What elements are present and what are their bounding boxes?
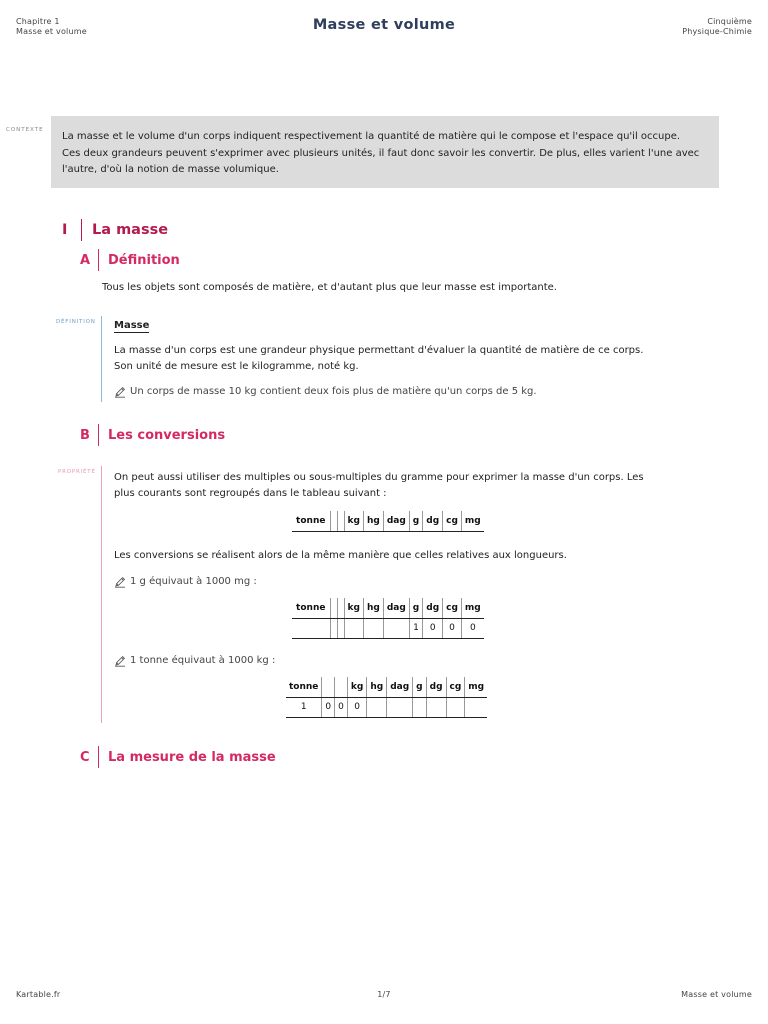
pencil-icon — [114, 386, 126, 398]
footer-doc-title: Masse et volume — [681, 990, 752, 999]
unit-value-cell — [292, 618, 330, 638]
unit-value-cell — [446, 697, 465, 717]
subject-name: Physique-Chimie — [682, 27, 752, 36]
units-table — [292, 511, 484, 532]
units-header-row — [292, 511, 484, 531]
unit-header: hg — [363, 598, 383, 618]
section-divider — [81, 219, 82, 241]
example-text: Un corps de masse 10 kg contient deux fois plus de matière qu'un corps de 5 kg. — [130, 386, 537, 397]
unit-value-cell — [387, 697, 413, 717]
unit-value-cell — [426, 697, 446, 717]
units-header-row — [292, 598, 484, 618]
chapter-number: Chapitre 1 — [16, 17, 60, 26]
unit-header — [330, 511, 337, 531]
unit-value-cell: 1 — [286, 697, 322, 717]
subsection-title: Les conversions — [108, 427, 226, 443]
values-row — [286, 697, 487, 717]
unit-header: kg — [344, 598, 363, 618]
unit-header: dag — [387, 677, 413, 697]
unit-header: dg — [426, 677, 446, 697]
unit-value-cell: 0 — [423, 618, 443, 638]
conversion-table-tonne-kg — [286, 677, 487, 718]
chapter-name: Masse et volume — [16, 27, 87, 36]
section-heading-1 — [62, 218, 168, 242]
definition-title: Masse — [114, 320, 150, 331]
unit-header: g — [409, 511, 422, 531]
unit-value-cell: 0 — [443, 618, 462, 638]
property-label: PROPRIÉTÉ — [58, 469, 96, 475]
definition-text — [114, 343, 643, 375]
property-border — [101, 466, 102, 723]
context-line: Ces deux grandeurs peuvent s'exprimer avec plusieurs unités, il faut donc savoir les convertir. De plus, elles varient l'une avec — [62, 147, 700, 159]
unit-header: tonne — [292, 511, 330, 531]
property-line: plus courants sont regroupés dans le tableau suivant : — [114, 488, 387, 499]
footer-page-number: 1/7 — [377, 990, 391, 999]
pencil-icon — [114, 576, 126, 588]
unit-value-cell — [330, 618, 337, 638]
page-title: Masse et volume — [312, 17, 456, 33]
values-row — [292, 618, 484, 638]
example-text: 1 g équivaut à 1000 mg : — [130, 576, 257, 587]
unit-header — [335, 677, 348, 697]
property-conversion-text: Les conversions se réalisent alors de la même manière que celles relatives aux longueurs. — [114, 550, 567, 561]
unit-header: mg — [461, 511, 483, 531]
unit-header: cg — [446, 677, 465, 697]
subsection-title: La mesure de la masse — [108, 749, 276, 765]
context-line: La masse et le volume d'un corps indiquent respectivement la quantité de matière qui le compose et l'espace qu'il occupe. — [62, 131, 681, 142]
unit-value-cell — [465, 697, 487, 717]
context-label: CONTEXTE — [6, 127, 44, 133]
subsection-heading-a — [80, 248, 180, 272]
context-box — [51, 116, 719, 188]
unit-value-cell — [413, 697, 426, 717]
unit-header: tonne — [286, 677, 322, 697]
subsection-title: Définition — [108, 252, 180, 268]
unit-header: cg — [443, 598, 462, 618]
unit-value-cell: 0 — [461, 618, 483, 638]
property-text — [114, 470, 644, 502]
unit-value-cell — [367, 697, 387, 717]
unit-header — [337, 598, 344, 618]
subsection-divider — [98, 746, 99, 768]
unit-value-cell — [337, 618, 344, 638]
unit-header: cg — [443, 511, 462, 531]
subsection-number: C — [80, 749, 90, 765]
property-line: On peut aussi utiliser des multiples ou sous-multiples du gramme pour exprimer la masse d'un corps. Les — [114, 472, 644, 483]
unit-header: dg — [423, 598, 443, 618]
subsection-heading-c — [80, 745, 276, 769]
units-header-row — [286, 677, 487, 697]
unit-header: hg — [367, 677, 387, 697]
pencil-icon — [114, 655, 126, 667]
unit-header: mg — [461, 598, 483, 618]
unit-header — [337, 511, 344, 531]
context-line: l'autre, d'où la notion de masse volumique. — [62, 164, 279, 175]
unit-header: dg — [423, 511, 443, 531]
unit-header — [330, 598, 337, 618]
intro-paragraph: Tous les objets sont composés de matière, et d'autant plus que leur masse est importante. — [102, 282, 557, 293]
definition-label: DÉFINITION — [56, 319, 96, 325]
definition-line: Son unité de mesure est le kilogramme, noté kg. — [114, 361, 359, 372]
subsection-heading-b — [80, 423, 225, 447]
subsection-number: B — [80, 427, 90, 443]
unit-header: dag — [383, 511, 409, 531]
definition-border — [101, 316, 102, 402]
section-title: La masse — [92, 222, 169, 238]
unit-value-cell — [363, 618, 383, 638]
unit-header: g — [413, 677, 426, 697]
subsection-number: A — [80, 252, 91, 268]
section-number: I — [62, 222, 68, 238]
unit-header: dag — [383, 598, 409, 618]
example-text: 1 tonne équivaut à 1000 kg : — [130, 655, 276, 666]
unit-header — [322, 677, 335, 697]
definition-line: La masse d'un corps est une grandeur physique permettant d'évaluer la quantité de matière de ce corps. — [114, 345, 644, 356]
unit-header: hg — [363, 511, 383, 531]
unit-header: kg — [344, 511, 363, 531]
class-level: Cinquième — [707, 17, 752, 26]
unit-value-cell: 0 — [335, 697, 348, 717]
unit-value-cell — [383, 618, 409, 638]
unit-value-cell: 1 — [409, 618, 422, 638]
unit-value-cell: 0 — [322, 697, 335, 717]
footer-site: Kartable.fr — [16, 990, 61, 999]
unit-header: mg — [465, 677, 487, 697]
unit-header: kg — [347, 677, 366, 697]
unit-value-cell — [344, 618, 363, 638]
conversion-example-2 — [114, 654, 275, 668]
unit-header: tonne — [292, 598, 330, 618]
conversion-example-1 — [114, 575, 257, 589]
header-level — [682, 17, 752, 37]
unit-value-cell: 0 — [347, 697, 366, 717]
conversion-table-g-mg — [292, 598, 484, 639]
unit-header: g — [409, 598, 422, 618]
subsection-divider — [98, 249, 99, 271]
definition-example — [114, 385, 537, 399]
subsection-divider — [98, 424, 99, 446]
